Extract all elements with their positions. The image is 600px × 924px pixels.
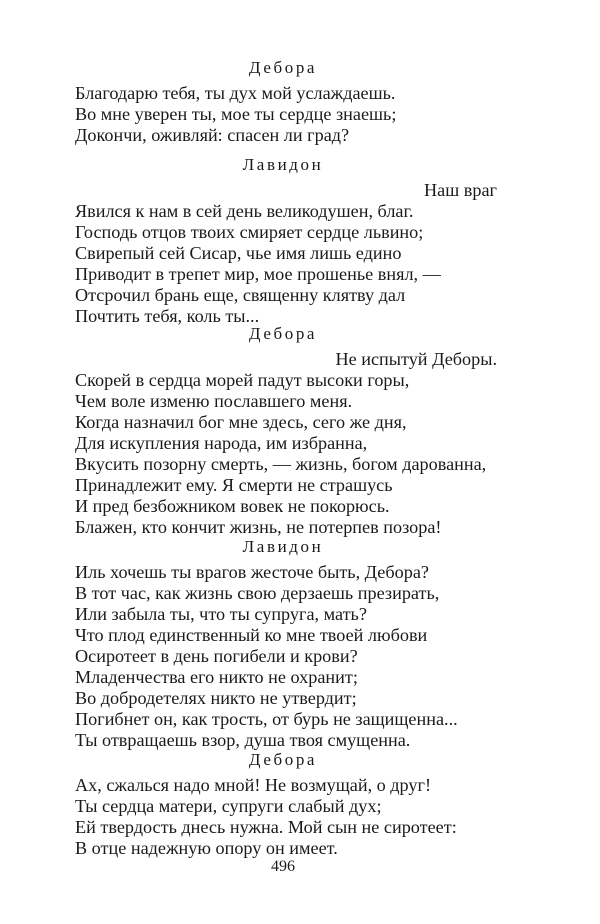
verse-line: Господь отцов твоих смиряет сердце львино; xyxy=(75,222,424,242)
verse-line: Свирепый сей Сисар, чье имя лишь едино xyxy=(75,243,402,263)
verse-line: Принадлежит ему. Я смерти не страшусь xyxy=(75,475,393,495)
page-number: 496 xyxy=(271,858,295,875)
verse-line: Скорей в сердца морей падут высоки горы, xyxy=(75,370,410,390)
speaker-name: Дебора xyxy=(248,750,318,769)
verse-line: Во мне уверен ты, мое ты сердце знаешь; xyxy=(75,104,397,124)
verse-line: И пред безбожником вовек не покорюсь. xyxy=(75,496,390,516)
verse-line: Ей твердость днесь нужна. Мой сын не сиротеет: xyxy=(75,817,457,837)
verse-line: Когда назначил бог мне здесь, сего же дня, xyxy=(75,412,407,432)
verse-line: Чем воле изменю пославшего меня. xyxy=(75,391,353,411)
speaker-name: Дебора xyxy=(248,324,318,343)
verse-line: В отце надежную опору он имеет. xyxy=(75,838,338,858)
verse-line: Докончи, оживляй: спасен ли град? xyxy=(75,125,350,145)
verse-line: Отсрочил брань еще, священну клятву дал xyxy=(75,285,406,305)
verse-line: Осиротеет в день погибели и крови? xyxy=(75,646,358,666)
verse-line: Для искупления народа, им избранна, xyxy=(75,433,368,453)
verse-line: Ты отвращаешь взор, душа твоя смущенна. xyxy=(75,730,411,750)
verse-line: Или забыла ты, что ты супруга, мать? xyxy=(75,604,367,624)
verse-line: Почтить тебя, коль ты... xyxy=(75,306,260,326)
verse-line: Что плод единственный ко мне твоей любови xyxy=(75,625,428,645)
verse-line: В тот час, как жизнь свою дерзаешь презирать, xyxy=(75,583,440,603)
verse-line-continuation: Наш враг xyxy=(424,180,497,200)
verse-line: Благодарю тебя, ты дух мой услаждаешь. xyxy=(75,83,396,103)
verse-line: Приводит в трепет мир, мое прошенье внял, — xyxy=(75,264,441,284)
verse-line: Ты сердца матери, супруги слабый дух; xyxy=(75,796,382,816)
verse-line: Иль хочешь ты врагов жесточе быть, Дебора? xyxy=(75,562,429,582)
verse-line: Вкусить позорну смерть, — жизнь, богом дарованна, xyxy=(75,454,487,474)
verse-line: Явился к нам в сей день великодушен, благ. xyxy=(75,201,414,221)
speaker-name: Лавидон xyxy=(242,537,324,556)
verse-line: Во добродетелях никто не утвердит; xyxy=(75,688,357,708)
verse-line: Ах, сжалься надо мной! Не возмущай, о друг! xyxy=(75,775,432,795)
verse-line-continuation: Не испытуй Деборы. xyxy=(335,349,497,369)
verse-line: Погибнет он, как трость, от бурь не защищенна... xyxy=(75,709,458,729)
speaker-name: Дебора xyxy=(248,58,318,77)
verse-line: Младенчества его никто не охранит; xyxy=(75,667,358,687)
verse-line: Блажен, кто кончит жизнь, не потерпев позора! xyxy=(75,517,442,537)
speaker-name: Лавидон xyxy=(242,155,324,174)
